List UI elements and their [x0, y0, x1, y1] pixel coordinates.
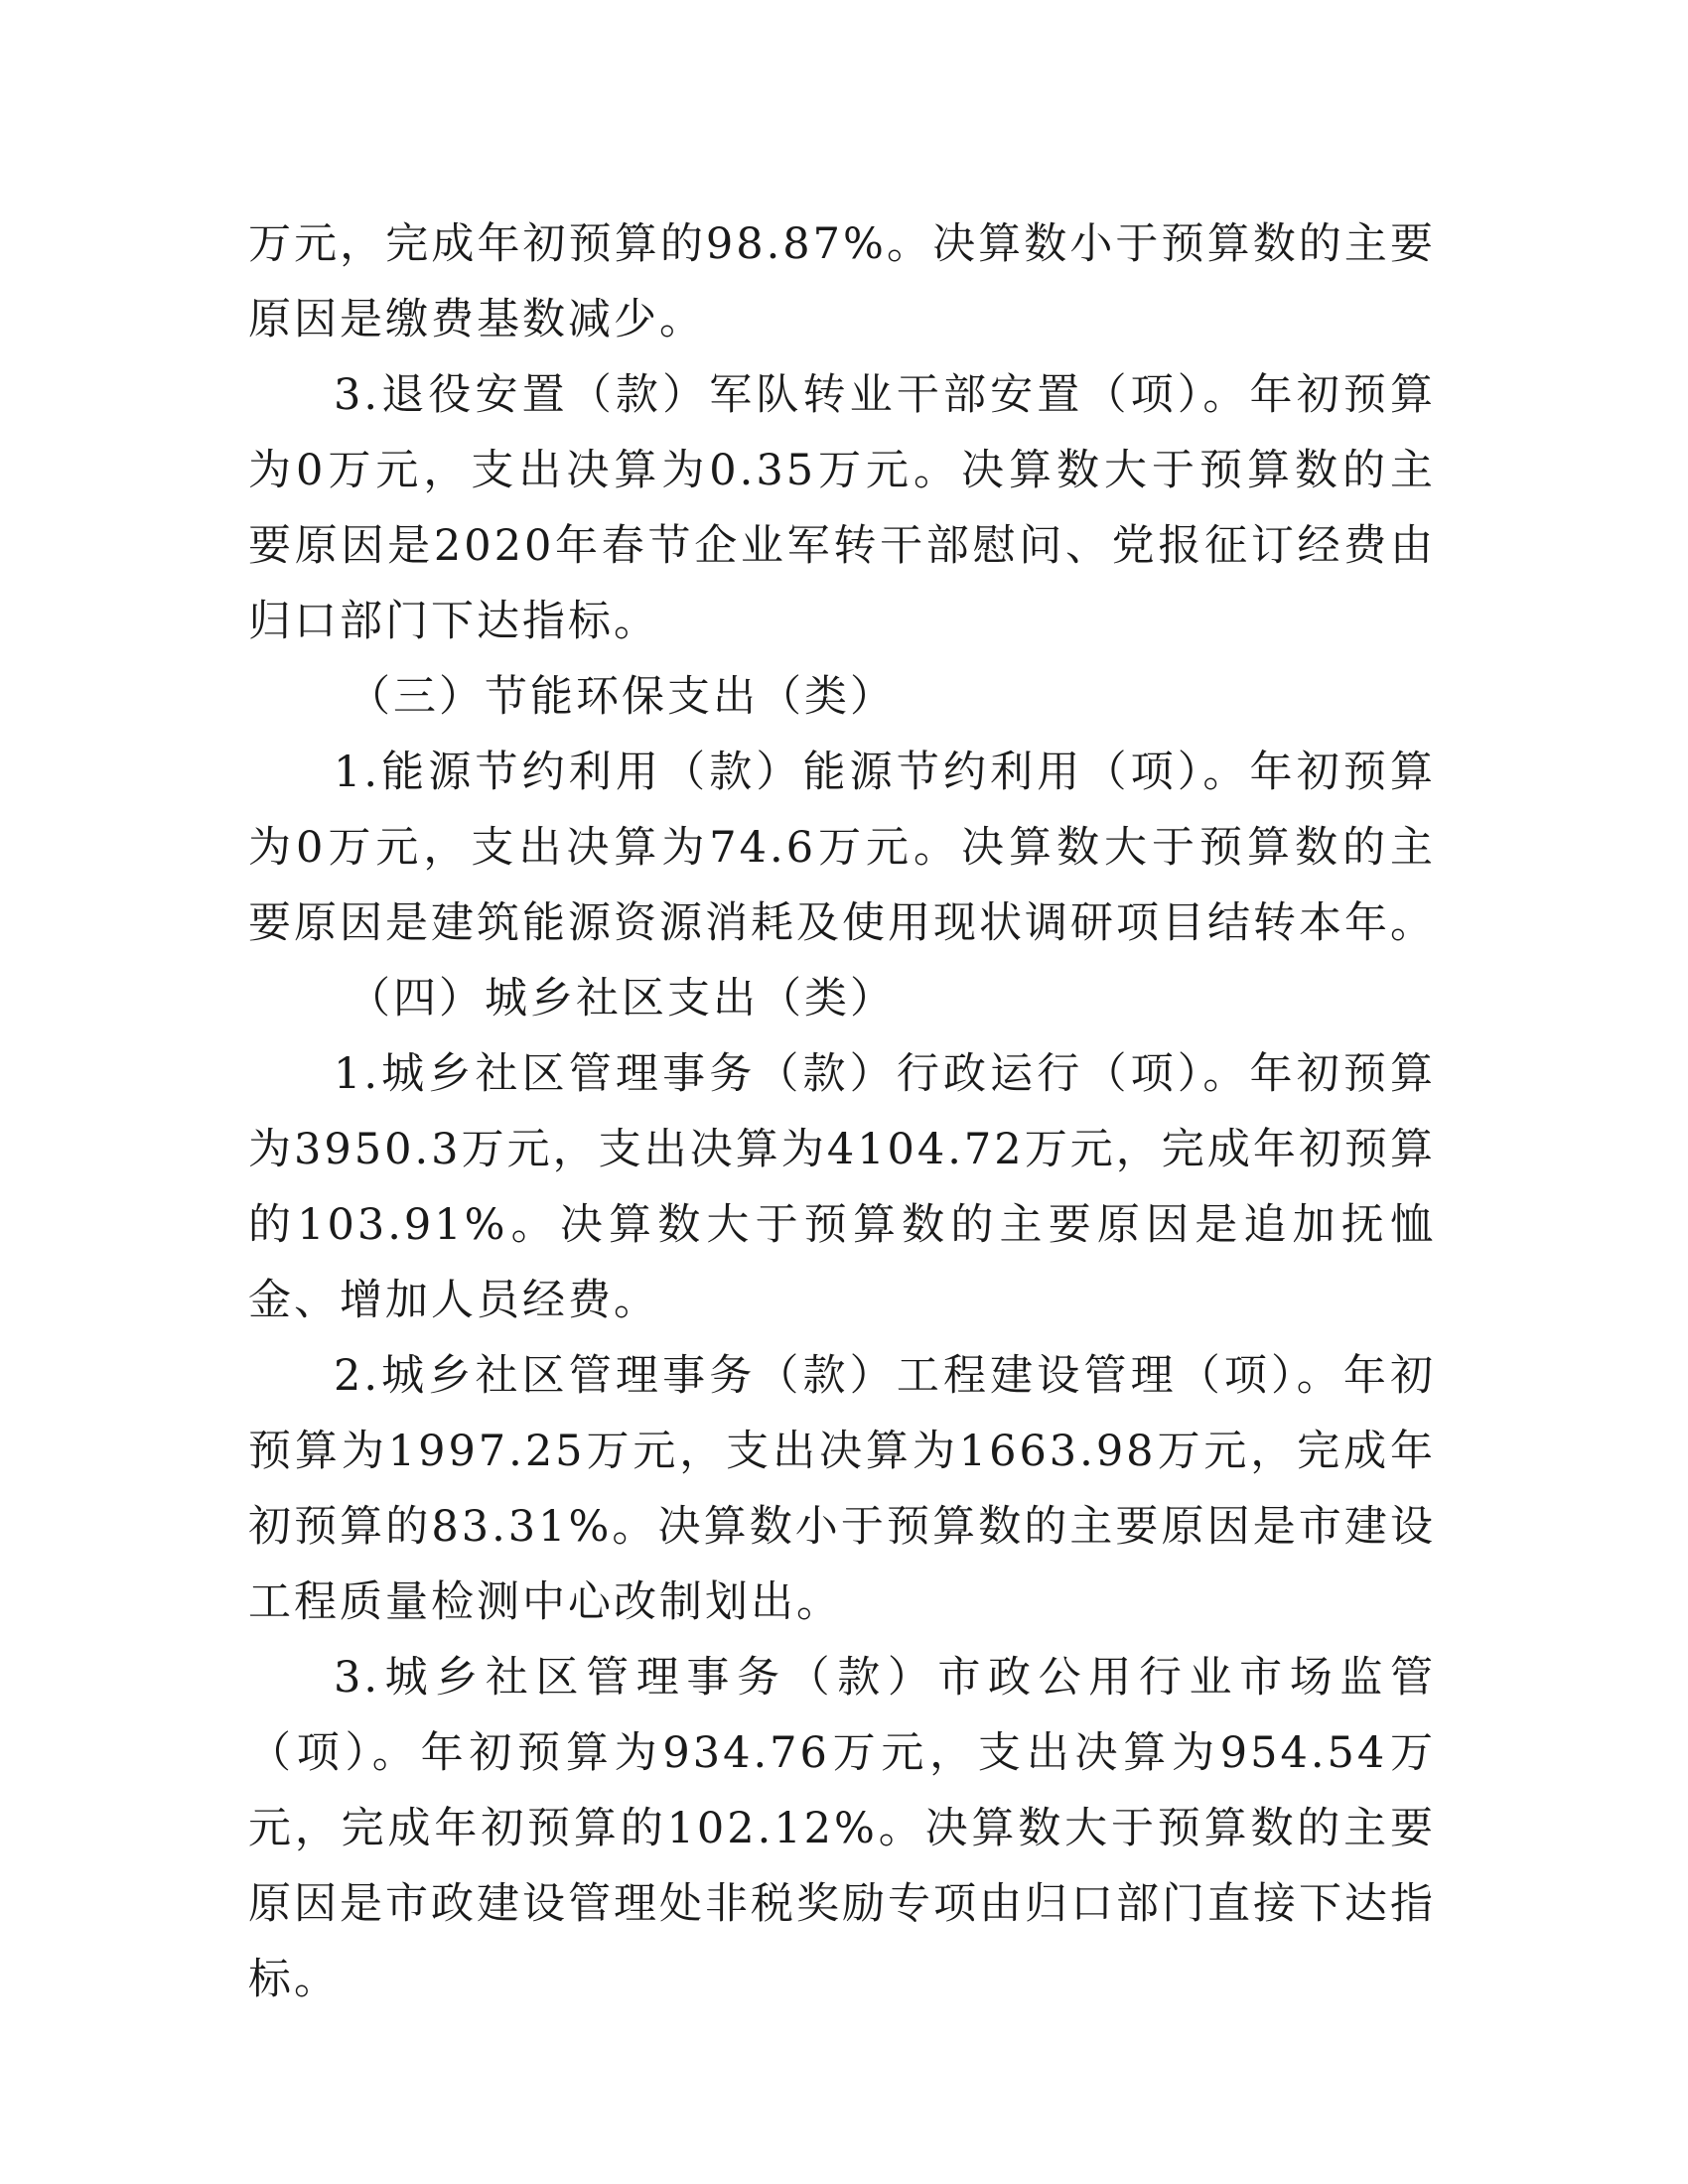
section-heading-energy: （三）节能环保支出（类） [348, 672, 896, 722]
paragraph-continuation: 万元，完成年初预算的98.87%。决算数小于预算数的主要原因是缴费基数减少。 [248, 219, 1436, 344]
paragraph-admin-operation: 1.城乡社区管理事务（款）行政运行（项）。年初预算为3950.3万元，支出决算为4104.72万元，完成年初预算的103.91%。决算数大于预算数的主要原因是追加抚恤金、增加人员经费。 [248, 1049, 1436, 1325]
document-page [248, 206, 1436, 2017]
section-heading-urban-rural: （四）城乡社区支出（类） [348, 974, 896, 1024]
paragraph-veteran-placement: 3.退役安置（款）军队转业干部安置（项）。年初预算为0万元，支出决算为0.35万元。决算数大于预算数的主要原因是2020年春节企业军转干部慰问、党报征订经费由归口部门下达指标。 [248, 370, 1436, 646]
paragraph-energy-saving: 1.能源节约利用（款）能源节约利用（项）。年初预算为0万元，支出决算为74.6万元。决算数大于预算数的主要原因是建筑能源资源消耗及使用现状调研项目结转本年。 [248, 748, 1436, 948]
paragraph-utility-supervision: 3.城乡社区管理事务（款）市政公用行业市场监管（项）。年初预算为934.76万元，支出决算为954.54万元，完成年初预算的102.12%。决算数大于预算数的主要原因是市政建设管理处非税奖励专项由归口部门直接下达指标。 [248, 1653, 1436, 2004]
paragraph-construction-management: 2.城乡社区管理事务（款）工程建设管理（项）。年初预算为1997.25万元，支出决算为1663.98万元，完成年初预算的83.31%。决算数小于预算数的主要原因是市建设工程质量检测中心改制划出。 [248, 1351, 1436, 1627]
